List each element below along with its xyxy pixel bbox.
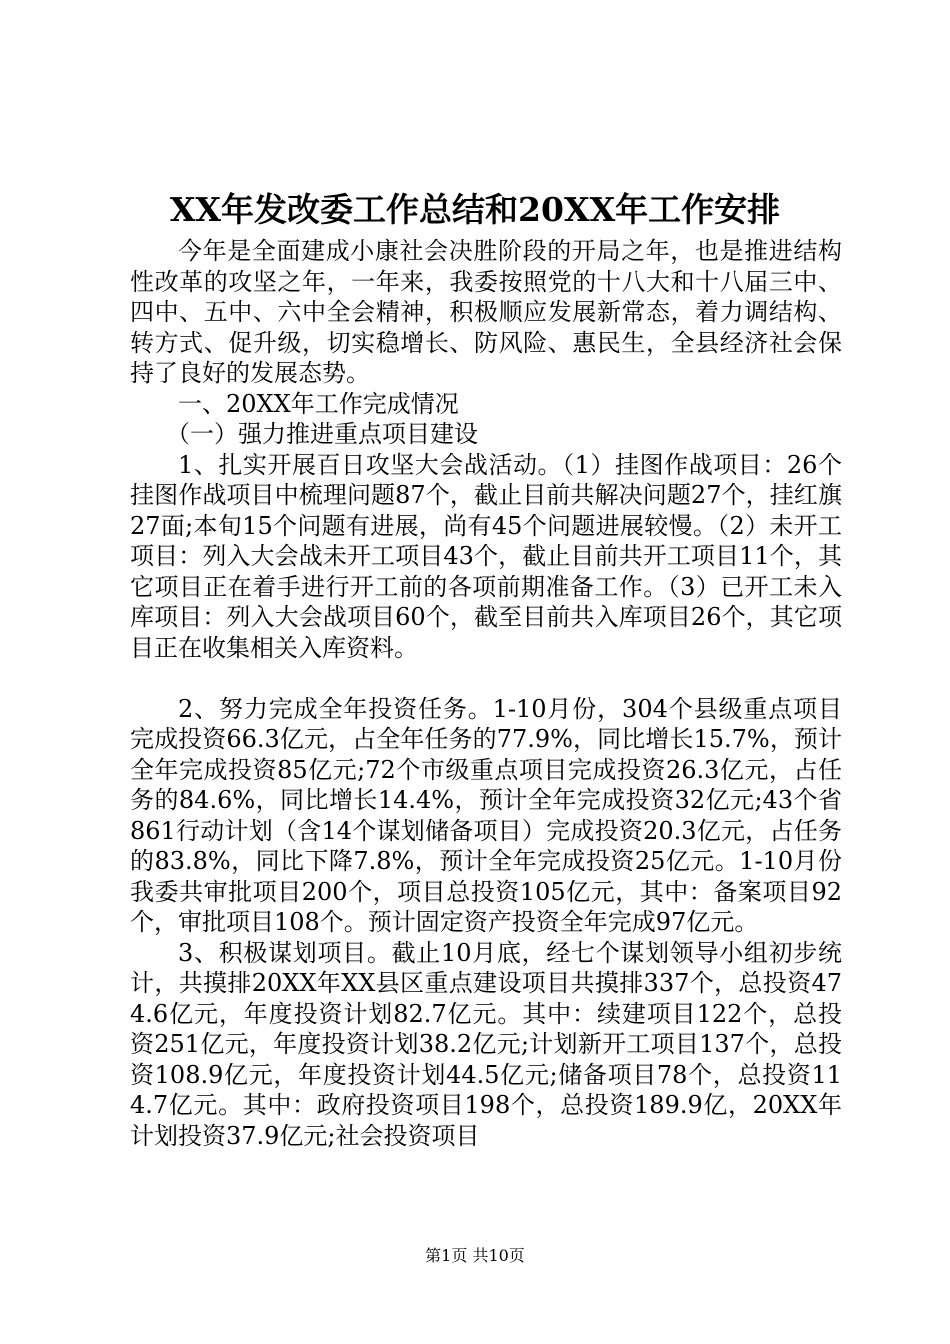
paragraph-intro: 今年是全面建成小康社会决胜阶段的开局之年，也是推进结构性改革的攻坚之年，一年来，我委按照党的十八大和十八届三中、四中、五中、六中全会精神，积极顺应发展新常态，着力调结构、转方式、促升级，切实稳增长、防风险、惠民生，全县经济社会保持了良好的发展态势。: [130, 237, 842, 387]
paragraph-item-2: 2、努力完成全年投资任务。1-10月份，304个县级重点项目完成投资66.3亿元，占全年任务的77.9%，同比增长15.7%，预计全年完成投资85亿元;72个市级重点项目完成投资26.3亿元，占任务的84.6%，同比增长14.4%，预计全年完成投资32亿元;43个省861行动计划（含14个谋划储备项目）完成投资20.3亿元，占任务的83.8%，同比下降7.8%，预计全年完成投资25亿元。1-10月份我委共审批项目200个，项目总投资105亿元，其中：备案项目92个，审批项目108个。预计固定资产投资全年完成97亿元。: [130, 694, 842, 936]
section-heading: 一、20XX年工作完成情况: [178, 389, 459, 418]
document-title: XX年发改委工作总结和20XX年工作安排: [169, 190, 781, 229]
page-footer: 第1页 共10页: [425, 1246, 525, 1265]
subsection-heading: （一）强力推进重点项目建设: [166, 420, 478, 448]
document-body: [130, 236, 842, 1151]
paragraph-spacer: [130, 663, 842, 694]
paragraph-item-3: 3、积极谋划项目。截止10月底，经七个谋划领导小组初步统计，共摸排20XX年XX县区重点建设项目共摸排337个，总投资474.6亿元，年度投资计划82.7亿元。其中：续建项目122个，总投资251亿元，年度投资计划38.2亿元;计划新开工项目137个，总投资108.9亿元，年度投资计划44.5亿元;储备项目78个，总投资114.7亿元。其中：政府投资项目198个，总投资189.9亿，20XX年计划投资37.9亿元;社会投资项目: [130, 938, 842, 1150]
paragraph-item-1: 1、扎实开展百日攻坚大会战活动。（1）挂图作战项目：26个挂图作战项目中梳理问题87个，截止目前共解决问题27个，挂红旗27面;本旬15个问题有进展，尚有45个问题进展较慢。（2）未开工项目：列入大会战未开工项目43个，截止目前共开工项目11个，其它项目正在着手进行开工前的各项前期准备工作。（3）已开工未入库项目：列入大会战项目60个，截至目前共入库项目26个，其它项目正在收集相关入库资料。: [130, 450, 842, 662]
